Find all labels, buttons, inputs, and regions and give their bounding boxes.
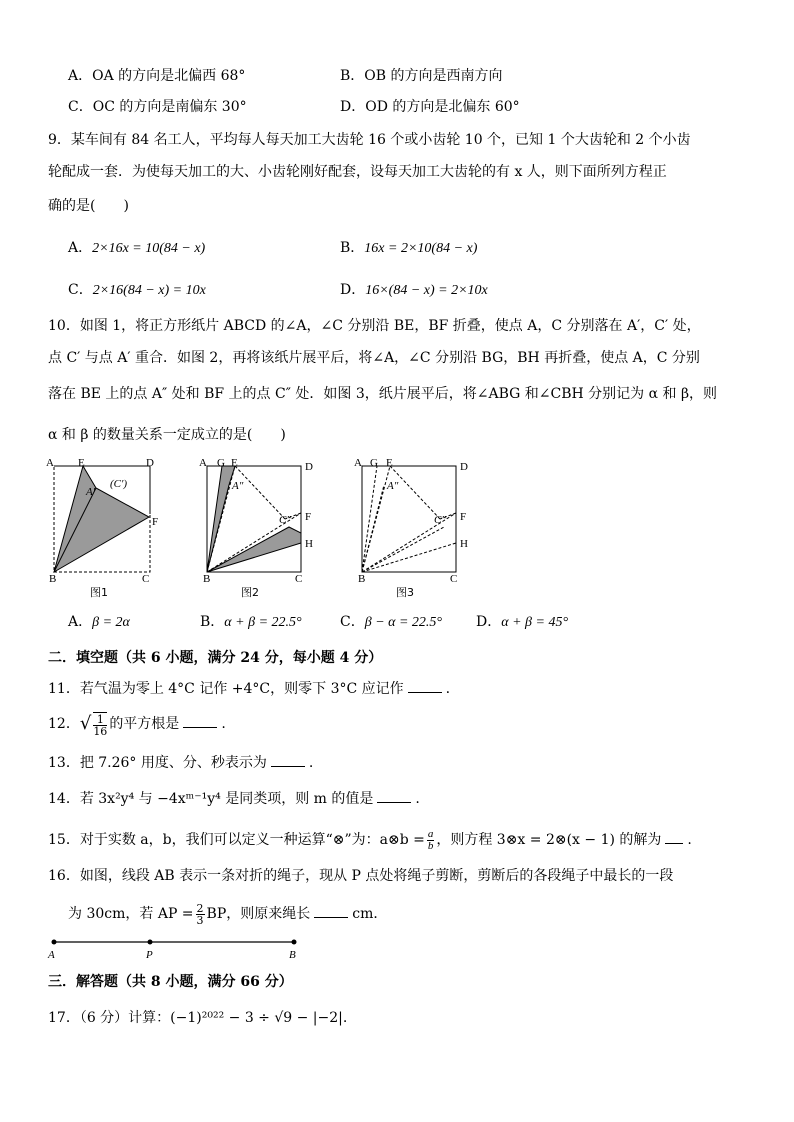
q15: 15．对于实数 a，b，我们可以定义一种运算“⊗”为：a⊗b = $\frac{a}{b}$ ，则方程 3⊗x = 2⊗(x − 1) 的解为 . [48, 827, 692, 852]
fig3-label-g: G [370, 457, 378, 469]
q10-line1: 10．如图 1，将正方形纸片 ABCD 的∠A，∠C 分别沿 BE，BF 折叠，使点 A，C 分别落在 A′，C′ 处， [48, 318, 701, 334]
fig1-label-a: A [46, 457, 54, 469]
fig1-label-e: E [78, 457, 85, 469]
point-b [292, 940, 297, 945]
q13-answer-blank[interactable] [271, 752, 305, 767]
q14-answer-blank[interactable] [377, 788, 411, 803]
fig1-label-a-prime: A′ [86, 486, 96, 498]
fig3-line-bc [362, 527, 444, 572]
label-p: P [146, 949, 153, 961]
q9-option-d: D．16×(84 − x) = 2×10x [340, 282, 488, 298]
fig1-folded-flap [54, 466, 149, 572]
q10-line2: 点 C′ 与点 A′ 重合．如图 2，再将该纸片展平后，将∠A，∠C 分别沿 BG，BH 再折叠，使点 A，C 分别 [48, 350, 700, 366]
fig2-label-c-double: C″ [279, 514, 291, 526]
fig2-label-a: A [199, 457, 207, 469]
label-b: B [289, 949, 296, 961]
fig1-label-c-prime: (C′) [110, 478, 128, 490]
q10-option-c: C．β − α = 22.5° [340, 614, 443, 630]
fig1-label-c: C [142, 573, 150, 585]
q15-answer-blank[interactable] [665, 829, 683, 844]
fig3-label-f: F [460, 511, 467, 523]
q9-line2: 轮配成一套．为使每天加工的大、小齿轮刚好配套，设每天加工大齿轮的有 x 人，则下面所列方程正 [48, 164, 667, 180]
fig2-label-a-double: A″ [232, 480, 244, 492]
fig1-label-d: D [146, 457, 154, 469]
q16-line1: 16．如图，线段 AB 表示一条对折的绳子，现从 P 点处将绳子剪断，剪断后的各段绳子中最长的一段 [48, 868, 674, 884]
q8-option-a: A．OA 的方向是北偏西 68° [68, 68, 246, 84]
point-p [148, 940, 153, 945]
fig3-label-c-double: C″ [434, 514, 446, 526]
fig2-label-d: D [305, 461, 313, 473]
section-2-title: 二．填空题（共 6 小题，满分 24 分，每小题 4 分） [48, 650, 383, 666]
q11: 11．若气温为零上 4°C 记作 +4°C，则零下 3°C 应记作 . [48, 678, 450, 699]
q12-answer-blank[interactable] [183, 713, 217, 728]
fig2-label-g: G [217, 457, 225, 469]
fig3-line-bh [362, 543, 456, 572]
figure-1 [40, 455, 170, 600]
q9-option-c: C．2×16(84 − x) = 10x [68, 282, 206, 298]
fig3-label-c: C [450, 573, 458, 585]
point-a [52, 940, 57, 945]
q8-option-b: B．OB 的方向是西南方向 [340, 68, 503, 84]
q13: 13．把 7.26° 用度、分、秒表示为 . [48, 752, 313, 773]
q10-option-d: D．α + β = 45° [476, 614, 569, 630]
fig3-caption: 图3 [396, 586, 414, 599]
figure-2 [195, 455, 325, 600]
q9-line1: 9．某车间有 84 名工人，平均每人每天加工大齿轮 16 个或小齿轮 10 个，已知 1 个大齿轮和 2 个小齿 [48, 132, 691, 148]
q14: 14．若 3x²y⁴ 与 −4xᵐ⁻¹y⁴ 是同类项，则 m 的值是 . [48, 788, 420, 809]
fig3-label-e: E [386, 457, 393, 469]
fig3-label-d: D [460, 461, 468, 473]
q10-line4: α 和 β 的数量关系一定成立的是( ) [48, 427, 286, 443]
fig3-crease-top [390, 466, 440, 519]
fig1-caption: 图1 [90, 586, 108, 599]
fig2-label-e: E [231, 457, 238, 469]
q10-option-a: A．β = 2α [68, 614, 130, 630]
q9-option-b: B．16x = 2×10(84 − x) [340, 240, 478, 256]
fig2-label-c: C [295, 573, 303, 585]
q8-option-d: D．OD 的方向是北偏东 60° [340, 99, 520, 115]
figure-3 [350, 455, 480, 600]
fig3-label-a: A [354, 457, 362, 469]
fig2-crease-top [235, 466, 285, 519]
label-a: A [48, 949, 55, 961]
fig1-label-f: F [152, 516, 159, 528]
fig3-line-bg [362, 466, 377, 572]
fig2-caption: 图2 [241, 586, 259, 599]
section-3-title: 三．解答题（共 8 小题，满分 66 分） [48, 974, 293, 990]
q9-line3: 确的是( ) [48, 198, 129, 214]
fig2-label-b: B [203, 573, 211, 585]
q12: 12．√ $\frac{1}{16}$ 的平方根是 . [48, 712, 226, 738]
q16-line2: 为 30cm，若 AP = $\frac{2}{3}$ BP，则原来绳长 cm． [68, 901, 388, 927]
fig2-label-f: F [305, 511, 312, 523]
q11-answer-blank[interactable] [408, 678, 442, 693]
fig3-label-a-double: A″ [387, 480, 399, 492]
fig3-label-b: B [358, 573, 366, 585]
fig1-label-b: B [49, 573, 57, 585]
q10-line3: 落在 BE 上的点 A″ 处和 BF 上的点 C″ 处．如图 3，纸片展平后，将∠ABG 和∠CBH 分别记为 α 和 β，则 [48, 386, 718, 402]
fig2-flap-right [207, 527, 301, 572]
q10-option-b: B．α + β = 22.5° [200, 614, 302, 630]
fig2-label-h: H [305, 538, 313, 550]
q16-answer-blank[interactable] [314, 903, 348, 918]
q16-rope-figure [46, 934, 306, 964]
q17: 17．（6 分）计算：(−1)²⁰²² − 3 ÷ √9 − |−2|. [48, 1010, 348, 1026]
fig3-line-ba [362, 485, 384, 572]
fig3-label-h: H [460, 538, 468, 550]
q8-option-c: C．OC 的方向是南偏东 30° [68, 99, 247, 115]
q9-option-a: A．2×16x = 10(84 − x) [68, 240, 206, 256]
